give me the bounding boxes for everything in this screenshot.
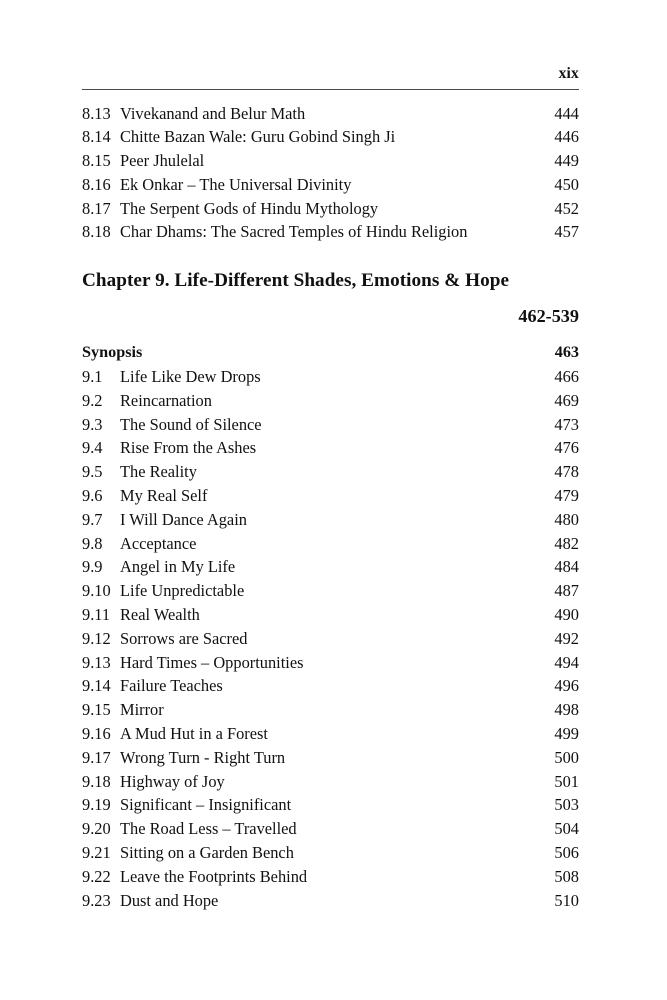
toc-entry-title: Significant – Insignificant — [120, 795, 292, 815]
toc-entry[interactable] — [82, 484, 579, 508]
toc-entry-number: 9.21 — [82, 843, 111, 863]
toc-entry-number: 8.15 — [82, 151, 111, 171]
toc-entry-title: Vivekanand and Belur Math — [120, 103, 306, 123]
toc-entry-number: 9.13 — [82, 652, 111, 672]
toc-entry[interactable] — [82, 793, 579, 817]
toc-entry[interactable] — [82, 508, 579, 532]
toc-entry-number: 9.1 — [82, 367, 103, 387]
toc-entry-number: 8.14 — [82, 127, 111, 147]
toc-entry-page-number: 500 — [554, 747, 579, 767]
toc-entry-page-number: 498 — [554, 700, 579, 720]
toc-entry-page-number: 492 — [554, 628, 579, 648]
toc-entry-page-number: 478 — [554, 462, 579, 482]
toc-entry-number: 9.5 — [82, 462, 103, 482]
toc-entry-page-number: 487 — [554, 581, 579, 601]
toc-entry-number: 9.16 — [82, 724, 111, 744]
toc-entry[interactable] — [82, 555, 579, 579]
toc-entry-title: The Reality — [120, 462, 197, 482]
toc-entry[interactable] — [82, 125, 579, 149]
toc-entry[interactable] — [82, 579, 579, 603]
toc-entry[interactable] — [82, 532, 579, 556]
toc-entry-number: 8.13 — [82, 103, 111, 123]
toc-entry-number: 9.8 — [82, 533, 103, 553]
toc-entry-page-number: 452 — [554, 198, 579, 218]
toc-entry[interactable] — [82, 389, 579, 413]
toc-entry-page-number: 446 — [554, 127, 579, 147]
toc-entry-number: 9.15 — [82, 700, 111, 720]
toc-entry[interactable] — [82, 722, 579, 746]
toc-entry-number: 9.3 — [82, 414, 103, 434]
toc-entry-title: Chitte Bazan Wale: Guru Gobind Singh Ji — [120, 127, 396, 147]
page-folio: xix — [558, 65, 579, 82]
toc-entry-title: Acceptance — [120, 533, 197, 553]
toc-entry-page-number: 450 — [554, 174, 579, 194]
toc-entry-number: 9.20 — [82, 819, 111, 839]
toc-entry-title: I Will Dance Again — [120, 509, 247, 529]
toc-entry-page-number: 503 — [554, 795, 579, 815]
toc-entry[interactable] — [82, 841, 579, 865]
toc-entry-page-number: 494 — [554, 652, 579, 672]
toc-entry-page-number: 482 — [554, 533, 579, 553]
toc-entry[interactable] — [82, 102, 579, 126]
page-content — [82, 66, 579, 912]
toc-entry[interactable] — [82, 365, 579, 389]
toc-entry-title: The Road Less – Travelled — [120, 819, 297, 839]
toc-entry-number: 9.10 — [82, 581, 111, 601]
toc-synopsis-page-number: 463 — [554, 343, 579, 362]
toc-entry-title: My Real Self — [120, 486, 208, 506]
toc-entry[interactable] — [82, 865, 579, 889]
toc-entry-title: Failure Teaches — [120, 676, 223, 696]
toc-entry-page-number: 469 — [554, 390, 579, 410]
toc-entry-number: 9.4 — [82, 438, 103, 458]
toc-entry-page-number: 501 — [554, 771, 579, 791]
toc-entry-page-number: 449 — [554, 151, 579, 171]
toc-entry-number: 9.9 — [82, 557, 103, 577]
toc-entry-title: Reincarnation — [120, 390, 212, 410]
toc-entry[interactable] — [82, 817, 579, 841]
header-rule — [82, 89, 579, 90]
toc-entry-number: 9.6 — [82, 486, 103, 506]
toc-entry-title: Hard Times – Opportunities — [120, 652, 304, 672]
toc-entry-title: Mirror — [120, 700, 164, 720]
toc-entry[interactable] — [82, 698, 579, 722]
toc-entry-number: 9.2 — [82, 390, 103, 410]
toc-entry-title: Peer Jhulelal — [120, 151, 205, 171]
toc-entry-title: Life Unpredictable — [120, 581, 245, 601]
toc-entry[interactable] — [82, 436, 579, 460]
toc-entry-page-number: 473 — [554, 414, 579, 434]
toc-entry[interactable] — [82, 770, 579, 794]
toc-entry[interactable] — [82, 674, 579, 698]
toc-entry-number: 9.11 — [82, 605, 111, 625]
toc-entry-title: Sitting on a Garden Bench — [120, 843, 294, 863]
toc-entry[interactable] — [82, 197, 579, 221]
toc-entry[interactable] — [82, 627, 579, 651]
toc-entry-number: 9.7 — [82, 509, 103, 529]
toc-entry[interactable] — [82, 651, 579, 675]
toc-entry-title: Sorrows are Sacred — [120, 628, 248, 648]
toc-entry[interactable] — [82, 603, 579, 627]
toc-entry-title: Char Dhams: The Sacred Temples of Hindu Religion — [120, 222, 468, 242]
toc-entry-page-number: 499 — [554, 724, 579, 744]
toc-entry-page-number: 480 — [554, 509, 579, 529]
toc-entry-title: Ek Onkar – The Universal Divinity — [120, 174, 352, 194]
toc-entry-number: 9.22 — [82, 866, 111, 886]
toc-entry-number: 8.18 — [82, 222, 111, 242]
toc-entry-synopsis[interactable] — [82, 341, 579, 365]
chapter-page-range: 462-539 — [518, 306, 579, 327]
toc-entry-page-number: 496 — [554, 676, 579, 696]
toc-entry[interactable] — [82, 889, 579, 913]
toc-entry-page-number: 510 — [554, 890, 579, 910]
toc-entry-number: 9.18 — [82, 771, 111, 791]
toc-entry[interactable] — [82, 746, 579, 770]
toc-entry-page-number: 466 — [554, 367, 579, 387]
toc-entry-title: A Mud Hut in a Forest — [120, 724, 268, 744]
toc-entry[interactable] — [82, 220, 579, 244]
toc-entry[interactable] — [82, 460, 579, 484]
toc-entry[interactable] — [82, 413, 579, 437]
chapter-9-heading-block — [82, 269, 579, 328]
toc-entry-page-number: 444 — [554, 103, 579, 123]
toc-entry-page-number: 484 — [554, 557, 579, 577]
toc-entry-page-number: 490 — [554, 605, 579, 625]
toc-entry-title: The Sound of Silence — [120, 414, 262, 434]
toc-entry-number: 9.14 — [82, 676, 111, 696]
toc-entry-number: 8.16 — [82, 174, 111, 194]
toc-entry-title: Rise From the Ashes — [120, 438, 257, 458]
toc-entry-title: Leave the Footprints Behind — [120, 866, 308, 886]
toc-entry-title: Angel in My Life — [120, 557, 236, 577]
toc-entry-page-number: 504 — [554, 819, 579, 839]
toc-entry-page-number: 479 — [554, 486, 579, 506]
toc-list-chapter-9 — [82, 341, 579, 912]
toc-entry-title: Wrong Turn - Right Turn — [120, 747, 286, 767]
toc-entry-number: 8.17 — [82, 198, 111, 218]
toc-entry-page-number: 457 — [554, 222, 579, 242]
toc-entry-title: Dust and Hope — [120, 890, 219, 910]
toc-list-chapter-8 — [82, 102, 579, 245]
toc-synopsis-label: Synopsis — [82, 343, 143, 362]
toc-entry-number: 9.19 — [82, 795, 111, 815]
toc-entry-page-number: 476 — [554, 438, 579, 458]
toc-entry-number: 9.23 — [82, 890, 111, 910]
toc-entry-number: 9.17 — [82, 747, 111, 767]
toc-entry-title: The Serpent Gods of Hindu Mythology — [120, 198, 379, 218]
chapter-title: Chapter 9. Life-Different Shades, Emotions & Hope — [82, 270, 510, 292]
toc-entry[interactable] — [82, 149, 579, 173]
toc-entry-number: 9.12 — [82, 628, 111, 648]
toc-entry-page-number: 508 — [554, 866, 579, 886]
toc-entry-title: Highway of Joy — [120, 771, 225, 791]
toc-entry-title: Real Wealth — [120, 605, 200, 625]
toc-entry-page-number: 506 — [554, 843, 579, 863]
toc-entry[interactable] — [82, 173, 579, 197]
toc-entry-title: Life Like Dew Drops — [120, 367, 261, 387]
